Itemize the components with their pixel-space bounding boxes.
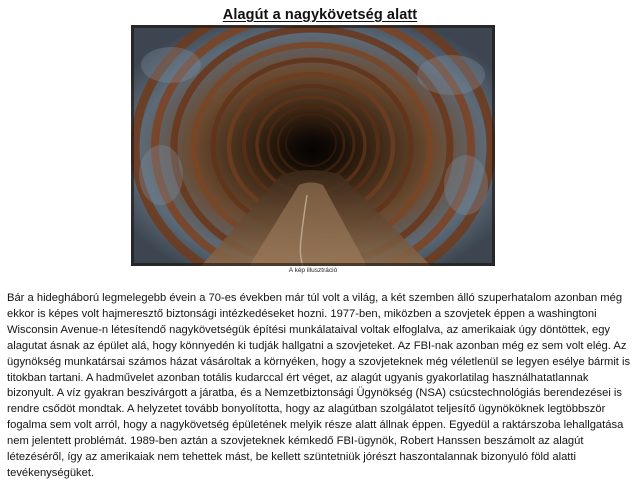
slide-title: Alagút a nagykövetség alatt <box>222 7 418 23</box>
tunnel-photo <box>131 25 495 266</box>
tunnel-photo-graphic <box>131 25 495 266</box>
photo-caption: A kép illusztráció <box>288 267 338 274</box>
article-body: Bár a hidegháború legmelegebb évein a 70-es években már túl volt a világ, a két szemben álló szuperhatalom azonban még ekkor is képes volt hajmeresztő biztonsági intézkedéseket hozni. 1977-ben, miközben a szovjetek éppen a washingtoni Wisconsin Avenue-n létesítendő nagykövetségük építési munkálataival voltak elfoglalva, az amerikaiak úgy döntöttek, egy alagutat ásnak az épület alá, hogy könnyedén ki tudják hallgatni a szovjeteket. Az FBI-nak azonban még ez sem volt elég. Az ügynökség munkatársai számos házat vásároltak a környéken, hogy a szovjeteknek még véletlenül se legyen esélye bármit is titokban tartani. A hadművelet azonban totális kudarccal ért véget, az alagút ugyanis gyakorlatilag használhatatlannak bizonyult. A víz gyakran beszivárgott a járatba, és a Nemzetbiztonsági Ügynökség (NSA) csúcstechnológiás berendezései is rendre csődöt mondtak. A helyzetet tovább bonyolította, hogy az alagútban szolgálatot teljesítő ügynököknek legtöbbször fogalma sem volt arról, hogy a nagykövetség épületének melyik része alatt állnak éppen. Egyedül a raktárszoba lehallgatása nem jelentett problémát. 1989-ben aztán a szovjeteknek kémkedő FBI-ügynök, Robert Hanssen beszámolt az alagút létezéséről, így az amerikaiak nem tehettek mást, be kellett szüntetniük jórészt haszontalannak bizonyuló föld alatti tevékenységüket. <box>7 292 631 479</box>
